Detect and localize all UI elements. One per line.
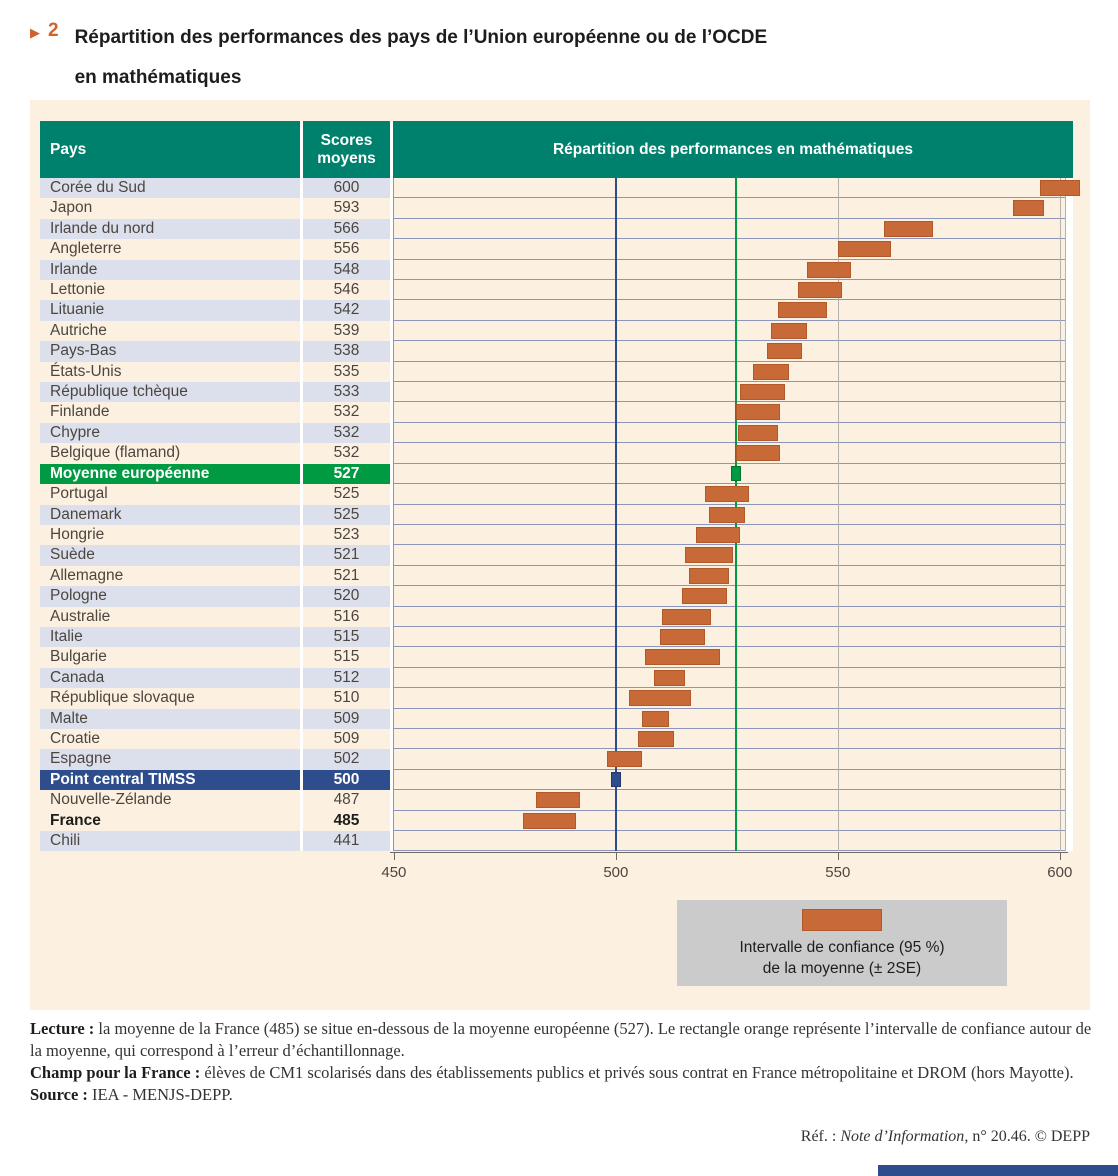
country-name-cell: Moyenne européenne	[40, 464, 300, 484]
chart-row-strip	[393, 198, 1066, 218]
note-lecture-label: Lecture :	[30, 1019, 95, 1038]
axis-tick-label: 600	[1047, 864, 1073, 882]
chart-cell	[393, 321, 1073, 341]
score-cell: 509	[303, 729, 390, 749]
chart-cell	[393, 341, 1073, 361]
confidence-interval-bar	[662, 609, 711, 625]
chart-cell	[393, 402, 1073, 422]
reference-italic: Note d’Information	[840, 1128, 965, 1145]
legend-text	[677, 937, 1007, 979]
country-name-cell: Portugal	[40, 484, 300, 504]
table-row	[40, 566, 1073, 586]
score-cell: 485	[303, 811, 390, 831]
table-row	[40, 280, 1073, 300]
score-cell: 502	[303, 749, 390, 769]
score-cell: 510	[303, 688, 390, 708]
country-name-cell: Lettonie	[40, 280, 300, 300]
chart-row-strip	[393, 566, 1066, 586]
country-name-cell: Japon	[40, 198, 300, 218]
column-header-scores-line1: Scores	[320, 131, 373, 149]
country-name-cell: République tchèque	[40, 382, 300, 402]
figure-title-line2: en mathématiques	[74, 67, 242, 88]
note-source	[30, 1084, 1092, 1106]
country-name-cell: Angleterre	[40, 239, 300, 259]
confidence-interval-bar	[709, 507, 745, 523]
score-cell: 515	[303, 647, 390, 667]
confidence-interval-bar	[736, 404, 780, 420]
column-header-pays: Pays	[40, 121, 300, 178]
confidence-interval-bar	[740, 384, 784, 400]
chart-cell	[393, 239, 1073, 259]
note-lecture-text: la moyenne de la France (485) se situe en-dessous de la moyenne européenne (527). Le rectangle orange représente l’intervalle de confiance autour de la moyenne, qui correspond à l’erreur d’échantillonnage.	[30, 1019, 1092, 1060]
footer-accent-bar	[878, 1165, 1118, 1176]
reference-suffix: , n° 20.46. © DEPP	[964, 1128, 1090, 1145]
country-name-cell: Espagne	[40, 749, 300, 769]
legend-orange-swatch	[802, 909, 882, 931]
table-rows	[40, 178, 1073, 851]
note-source-text: IEA - MENJS-DEPP.	[87, 1085, 233, 1104]
chart-row-strip	[393, 260, 1066, 280]
table-row	[40, 505, 1073, 525]
chart-row-strip	[393, 688, 1066, 708]
table-row	[40, 321, 1073, 341]
country-name-cell: Nouvelle-Zélande	[40, 790, 300, 810]
chart-row-strip	[393, 668, 1066, 688]
chart-row-strip	[393, 464, 1066, 484]
chart-row-strip	[393, 545, 1066, 565]
table-row	[40, 586, 1073, 606]
confidence-interval-bar	[682, 588, 726, 604]
table-row	[40, 607, 1073, 627]
score-cell: 532	[303, 423, 390, 443]
chart-cell	[393, 688, 1073, 708]
note-lecture	[30, 1018, 1092, 1062]
country-name-cell: Italie	[40, 627, 300, 647]
chart-cell	[393, 647, 1073, 667]
confidence-interval-bar	[807, 262, 851, 278]
reference-prefix: Réf. :	[800, 1128, 841, 1145]
chart-cell	[393, 280, 1073, 300]
score-cell: 525	[303, 484, 390, 504]
table-row	[40, 831, 1073, 851]
score-cell: 556	[303, 239, 390, 259]
chart-cell	[393, 566, 1073, 586]
country-name-cell: Irlande du nord	[40, 219, 300, 239]
axis-tick	[838, 852, 839, 860]
score-cell: 538	[303, 341, 390, 361]
confidence-interval-bar	[654, 670, 685, 686]
chart-cell	[393, 668, 1073, 688]
figure-number: 2	[48, 20, 59, 41]
confidence-interval-bar	[607, 751, 643, 767]
score-cell: 515	[303, 627, 390, 647]
country-name-cell: Lituanie	[40, 300, 300, 320]
table-row	[40, 647, 1073, 667]
country-name-cell: Suède	[40, 545, 300, 565]
chart-row-strip	[393, 749, 1066, 769]
confidence-interval-bar	[778, 302, 827, 318]
score-cell: 520	[303, 586, 390, 606]
country-name-cell: Autriche	[40, 321, 300, 341]
score-cell: 500	[303, 770, 390, 790]
table-row	[40, 668, 1073, 688]
x-axis-line	[390, 852, 1068, 853]
table-row	[40, 402, 1073, 422]
chart-cell	[393, 423, 1073, 443]
reference-line	[801, 1128, 1090, 1146]
confidence-interval-bar	[736, 445, 780, 461]
axis-tick	[616, 852, 617, 860]
mean-marker	[731, 466, 741, 481]
score-cell: 516	[303, 607, 390, 627]
table-row	[40, 382, 1073, 402]
table-row	[40, 423, 1073, 443]
country-name-cell: Pologne	[40, 586, 300, 606]
score-cell: 532	[303, 443, 390, 463]
table-row	[40, 362, 1073, 382]
x-axis	[381, 851, 1073, 887]
chart-cell	[393, 790, 1073, 810]
chart-row-strip	[393, 729, 1066, 749]
table-row	[40, 811, 1073, 831]
table-row	[40, 260, 1073, 280]
table-row	[40, 627, 1073, 647]
table-row	[40, 545, 1073, 565]
legend-text-line1: Intervalle de confiance (95 %)	[739, 939, 945, 956]
country-name-cell: Pays-Bas	[40, 341, 300, 361]
mean-marker	[611, 772, 621, 787]
chart-cell	[393, 627, 1073, 647]
confidence-interval-bar	[798, 282, 842, 298]
table-row	[40, 709, 1073, 729]
confidence-interval-bar	[705, 486, 749, 502]
table-row	[40, 770, 1073, 790]
score-cell: 532	[303, 402, 390, 422]
confidence-interval-bar	[645, 649, 720, 665]
score-cell: 521	[303, 545, 390, 565]
table-row	[40, 484, 1073, 504]
note-champ-label: Champ pour la France :	[30, 1063, 201, 1082]
table-header-row	[40, 121, 1073, 178]
score-cell: 521	[303, 566, 390, 586]
chart-row-strip	[393, 382, 1066, 402]
chart-cell	[393, 300, 1073, 320]
country-name-cell: Finlande	[40, 402, 300, 422]
chart-cell	[393, 443, 1073, 463]
score-cell: 441	[303, 831, 390, 851]
figure-title-block	[30, 18, 767, 98]
chart-cell	[393, 607, 1073, 627]
country-name-cell: Canada	[40, 668, 300, 688]
chart-cell	[393, 586, 1073, 606]
axis-tick-label: 550	[825, 864, 851, 882]
note-source-label: Source :	[30, 1085, 88, 1104]
score-cell: 546	[303, 280, 390, 300]
score-cell: 487	[303, 790, 390, 810]
chart-row-strip	[393, 280, 1066, 300]
table-row	[40, 198, 1073, 218]
score-cell: 539	[303, 321, 390, 341]
chart-row-strip	[393, 525, 1066, 545]
confidence-interval-bar	[1040, 180, 1080, 196]
confidence-interval-bar	[753, 364, 789, 380]
score-cell: 600	[303, 178, 390, 198]
confidence-interval-bar	[523, 813, 576, 829]
chart-row-strip	[393, 709, 1066, 729]
chart-cell	[393, 749, 1073, 769]
note-champ	[30, 1062, 1092, 1084]
confidence-interval-bar	[884, 221, 933, 237]
confidence-interval-bar	[642, 711, 669, 727]
chart-cell	[393, 729, 1073, 749]
chart-row-strip	[393, 423, 1066, 443]
chart-row-strip	[393, 790, 1066, 810]
chart-cell	[393, 198, 1073, 218]
chart-cell	[393, 382, 1073, 402]
country-name-cell: Irlande	[40, 260, 300, 280]
chart-cell	[393, 831, 1073, 851]
column-header-scores-line2: moyens	[317, 149, 376, 167]
table-row	[40, 790, 1073, 810]
chart-row-strip	[393, 505, 1066, 525]
note-champ-text: élèves de CM1 scolarisés dans des établissements publics et privés sous contrat en France métropolitaine et DROM (hors Mayotte).	[200, 1063, 1074, 1082]
score-cell: 593	[303, 198, 390, 218]
axis-tick	[394, 852, 395, 860]
chart-row-strip	[393, 647, 1066, 667]
country-name-cell: France	[40, 811, 300, 831]
country-name-cell: Chypre	[40, 423, 300, 443]
country-name-cell: Australie	[40, 607, 300, 627]
chart-cell	[393, 464, 1073, 484]
confidence-interval-bar	[838, 241, 891, 257]
chart-row-strip	[393, 362, 1066, 382]
confidence-interval-bar	[536, 792, 580, 808]
country-name-cell: Hongrie	[40, 525, 300, 545]
chart-cell	[393, 770, 1073, 790]
axis-tick	[1060, 852, 1061, 860]
score-cell: 509	[303, 709, 390, 729]
table-row	[40, 219, 1073, 239]
confidence-interval-bar	[660, 629, 704, 645]
legend-text-line2: de la moyenne (± 2SE)	[762, 960, 922, 977]
score-cell: 525	[303, 505, 390, 525]
country-name-cell: République slovaque	[40, 688, 300, 708]
table-row	[40, 178, 1073, 198]
chart-row-strip	[393, 770, 1066, 790]
table-row	[40, 464, 1073, 484]
figure-title	[75, 18, 768, 98]
column-header-scores	[303, 121, 390, 178]
chart-cell	[393, 545, 1073, 565]
country-name-cell: Corée du Sud	[40, 178, 300, 198]
confidence-interval-bar	[1013, 200, 1044, 216]
chart-row-strip	[393, 586, 1066, 606]
triangle-bullet-icon: ▶	[30, 25, 40, 40]
chart-row-strip	[393, 341, 1066, 361]
confidence-interval-bar	[738, 425, 778, 441]
country-name-cell: Allemagne	[40, 566, 300, 586]
score-cell: 535	[303, 362, 390, 382]
axis-tick-label: 450	[381, 864, 407, 882]
country-name-cell: États-Unis	[40, 362, 300, 382]
country-name-cell: Point central TIMSS	[40, 770, 300, 790]
table-row	[40, 341, 1073, 361]
chart-cell	[393, 811, 1073, 831]
score-cell: 542	[303, 300, 390, 320]
score-cell: 533	[303, 382, 390, 402]
legend-box	[677, 900, 1007, 986]
chart-cell	[393, 260, 1073, 280]
figure-title-line1: Répartition des performances des pays de l’Union européenne ou de l’OCDE	[74, 27, 768, 48]
figure-notes	[30, 1018, 1092, 1106]
table-row	[40, 239, 1073, 259]
chart-cell	[393, 709, 1073, 729]
figure-panel	[30, 100, 1090, 1010]
confidence-interval-bar	[771, 323, 807, 339]
chart-row-strip	[393, 178, 1066, 198]
confidence-interval-bar	[685, 547, 734, 563]
chart-cell	[393, 484, 1073, 504]
score-cell: 523	[303, 525, 390, 545]
chart-row-strip	[393, 300, 1066, 320]
country-score-table	[40, 121, 1073, 887]
chart-row-strip	[393, 607, 1066, 627]
chart-row-strip	[393, 811, 1066, 831]
chart-row-strip	[393, 219, 1066, 239]
chart-row-strip	[393, 321, 1066, 341]
confidence-interval-bar	[629, 690, 691, 706]
country-name-cell: Chili	[40, 831, 300, 851]
table-row	[40, 443, 1073, 463]
chart-row-strip	[393, 627, 1066, 647]
chart-row-strip	[393, 484, 1066, 504]
country-name-cell: Belgique (flamand)	[40, 443, 300, 463]
chart-row-strip	[393, 239, 1066, 259]
column-header-chart: Répartition des performances en mathématiques	[393, 121, 1073, 178]
chart-cell	[393, 219, 1073, 239]
chart-row-strip	[393, 402, 1066, 422]
table-row	[40, 729, 1073, 749]
chart-row-strip	[393, 831, 1066, 851]
axis-tick-label: 500	[603, 864, 629, 882]
table-row	[40, 300, 1073, 320]
confidence-interval-bar	[767, 343, 803, 359]
confidence-interval-bar	[696, 527, 740, 543]
country-name-cell: Malte	[40, 709, 300, 729]
chart-cell	[393, 362, 1073, 382]
score-cell: 527	[303, 464, 390, 484]
table-row	[40, 688, 1073, 708]
chart-cell	[393, 525, 1073, 545]
score-cell: 512	[303, 668, 390, 688]
chart-row-strip	[393, 443, 1066, 463]
score-cell: 566	[303, 219, 390, 239]
chart-cell	[393, 178, 1073, 198]
score-cell: 548	[303, 260, 390, 280]
country-name-cell: Bulgarie	[40, 647, 300, 667]
chart-cell	[393, 505, 1073, 525]
table-row	[40, 525, 1073, 545]
country-name-cell: Danemark	[40, 505, 300, 525]
table-row	[40, 749, 1073, 769]
confidence-interval-bar	[638, 731, 674, 747]
confidence-interval-bar	[689, 568, 729, 584]
country-name-cell: Croatie	[40, 729, 300, 749]
